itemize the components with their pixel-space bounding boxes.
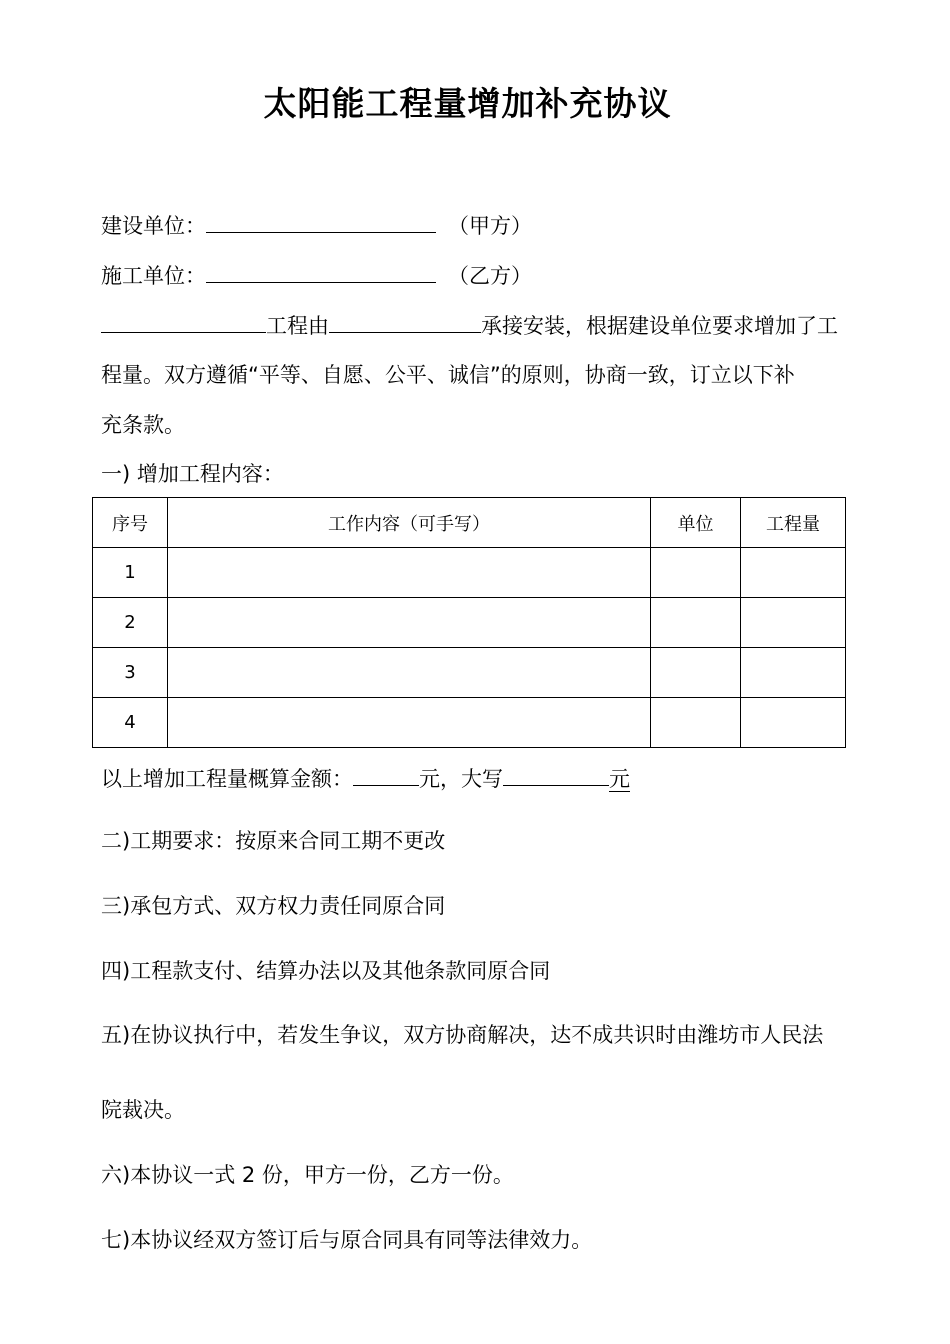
section1-heading: 一) 增加工程内容： xyxy=(101,462,284,486)
table-row xyxy=(93,648,846,698)
row-quantity-cell[interactable] xyxy=(741,648,846,698)
table-row xyxy=(93,548,846,598)
table-row xyxy=(93,598,846,648)
project-name-blank[interactable] xyxy=(101,310,266,333)
estimate-unit1: 元，大写 xyxy=(419,767,503,791)
row-seq: 1 xyxy=(93,548,168,598)
clause-5-line-1: 五)在协议执行中，若发生争议，双方协商解决，达不成共识时由潍坊市人民法 xyxy=(101,1023,824,1047)
row-seq: 4 xyxy=(93,698,168,748)
row-quantity-cell[interactable] xyxy=(741,698,846,748)
estimate-label: 以上增加工程量概算金额： xyxy=(101,767,353,791)
header-content: 工作内容（可手写） xyxy=(168,498,651,548)
row-unit-cell[interactable] xyxy=(651,698,741,748)
work-content-table xyxy=(92,497,846,748)
intro-part1: 工程由 xyxy=(266,314,329,338)
party-b-label: 施工单位： xyxy=(101,264,206,288)
party-a-suffix: （甲方） xyxy=(448,214,532,238)
row-unit-cell[interactable] xyxy=(651,598,741,648)
row-content-cell[interactable] xyxy=(168,648,651,698)
document-title: 太阳能工程量增加补充协议 xyxy=(263,84,672,123)
amount-figures-blank[interactable] xyxy=(353,763,419,786)
clause-6: 六)本协议一式 2 份，甲方一份，乙方一份。 xyxy=(101,1163,514,1187)
table-row xyxy=(93,698,846,748)
row-unit-cell[interactable] xyxy=(651,648,741,698)
party-a-label: 建设单位： xyxy=(101,214,206,238)
row-content-cell[interactable] xyxy=(168,548,651,598)
amount-words-blank[interactable] xyxy=(503,763,609,786)
estimate-unit2: 元 xyxy=(609,767,630,791)
contractor-blank[interactable] xyxy=(329,310,481,333)
intro-line-1 xyxy=(101,310,838,341)
clause-5-line-2: 院裁决。 xyxy=(101,1098,185,1122)
party-b-suffix: （乙方） xyxy=(448,264,532,288)
party-b-blank[interactable] xyxy=(206,260,436,283)
row-content-cell[interactable] xyxy=(168,598,651,648)
party-a-blank[interactable] xyxy=(206,210,436,233)
clause-3: 三)承包方式、双方权力责任同原合同 xyxy=(101,894,446,918)
header-unit: 单位 xyxy=(651,498,741,548)
clause-7: 七)本协议经双方签订后与原合同具有同等法律效力。 xyxy=(101,1228,593,1252)
table-header-row xyxy=(93,498,846,548)
intro-line-2: 程量。双方遵循“平等、自愿、公平、诚信”的原则，协商一致，订立以下补 xyxy=(101,363,795,387)
intro-part2: 承接安装，根据建设单位要求增加了工 xyxy=(481,314,838,338)
row-unit-cell[interactable] xyxy=(651,548,741,598)
party-b-line xyxy=(101,260,532,291)
header-quantity: 工程量 xyxy=(741,498,846,548)
row-content-cell[interactable] xyxy=(168,698,651,748)
intro-line-3: 充条款。 xyxy=(101,413,185,437)
row-seq: 2 xyxy=(93,598,168,648)
row-seq: 3 xyxy=(93,648,168,698)
estimate-line xyxy=(101,763,630,794)
row-quantity-cell[interactable] xyxy=(741,548,846,598)
row-quantity-cell[interactable] xyxy=(741,598,846,648)
header-seq: 序号 xyxy=(93,498,168,548)
party-a-line xyxy=(101,210,532,241)
clause-2: 二)工期要求：按原来合同工期不更改 xyxy=(101,829,446,853)
clause-4: 四)工程款支付、结算办法以及其他条款同原合同 xyxy=(101,959,551,983)
